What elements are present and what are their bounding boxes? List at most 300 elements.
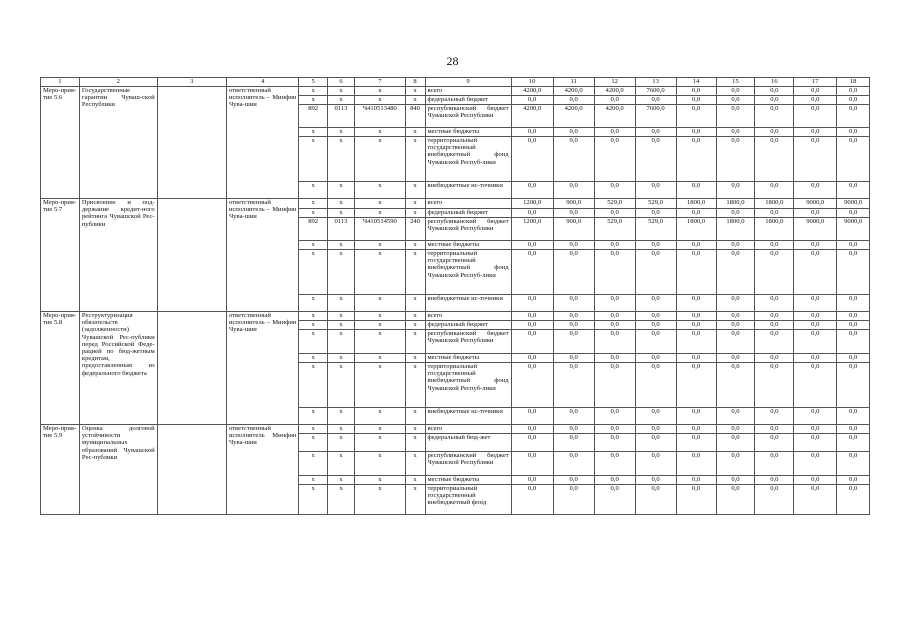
value-cell: 0,0 [794, 209, 837, 218]
gr-code-cell: x [299, 363, 327, 408]
funding-source-cell: республиканский бюджет Чувашской Республики [425, 452, 511, 476]
page-number: 28 [446, 54, 459, 68]
value-cell: 0,0 [676, 363, 716, 408]
value-cell: 0,0 [716, 137, 755, 182]
funding-source-cell: местные бюджеты [425, 476, 511, 485]
value-cell: 0,0 [755, 485, 794, 515]
target-code-cell: x [355, 425, 405, 434]
value-cell: 0,0 [676, 137, 716, 182]
value-cell: 0,0 [755, 182, 794, 199]
section-code-cell: x [327, 87, 354, 96]
value-cell: 0,0 [716, 363, 755, 408]
value-cell: 0,0 [716, 321, 755, 330]
value-cell: 0,0 [755, 295, 794, 312]
value-cell: 0,0 [837, 137, 870, 182]
value-cell: 0,0 [553, 96, 594, 105]
value-cell: 9000,0 [837, 199, 870, 209]
gr-code-cell: x [299, 330, 327, 354]
value-cell: 0,0 [716, 105, 755, 128]
value-cell: 0,0 [676, 295, 716, 312]
expense-code-cell: x [405, 363, 425, 408]
expense-code-cell: x [405, 485, 425, 515]
value-cell: 0,0 [755, 452, 794, 476]
gr-code-cell: x [299, 312, 327, 321]
gr-code-cell: x [299, 476, 327, 485]
value-cell: 0,0 [553, 354, 594, 363]
value-cell: 0,0 [837, 425, 870, 434]
value-cell: 1800,0 [716, 199, 755, 209]
value-cell: 0,0 [635, 330, 676, 354]
value-cell: 4200,0 [511, 105, 553, 128]
header-cell: 4 [226, 78, 298, 87]
section-code-cell: x [327, 295, 354, 312]
target-code-cell: x [355, 452, 405, 476]
value-cell: 0,0 [794, 312, 837, 321]
target-code-cell: x [355, 321, 405, 330]
value-cell: 0,0 [511, 363, 553, 408]
gr-code-cell: x [299, 321, 327, 330]
funding-source-cell: территориальный государственный внебюджетный фонд Чувашской Респуб-лики [425, 250, 511, 295]
value-cell: 0,0 [511, 425, 553, 434]
expense-code-cell: x [405, 209, 425, 218]
value-cell: 0,0 [794, 295, 837, 312]
activity-c1-cell: Меро-прия-тие 5.8 [41, 312, 80, 425]
header-cell: 15 [716, 78, 755, 87]
value-cell: 529,0 [594, 199, 635, 209]
header-cell: 10 [511, 78, 553, 87]
target-code-cell: x [355, 128, 405, 137]
header-cell: 18 [837, 78, 870, 87]
value-cell: 0,0 [716, 434, 755, 452]
value-cell: 0,0 [594, 241, 635, 250]
value-cell: 0,0 [794, 241, 837, 250]
expense-code-cell: x [405, 408, 425, 425]
header-cell: 12 [594, 78, 635, 87]
value-cell: 0,0 [635, 363, 676, 408]
activity-c4-cell: ответственный исполнитель Минфин Чува-шии [226, 425, 298, 515]
value-cell: 0,0 [716, 96, 755, 105]
value-cell: 4200,0 [594, 105, 635, 128]
header-cell: 8 [405, 78, 425, 87]
table-row [41, 87, 870, 96]
value-cell: 0,0 [511, 485, 553, 515]
value-cell: 0,0 [553, 425, 594, 434]
value-cell: 0,0 [676, 128, 716, 137]
value-cell: 0,0 [635, 295, 676, 312]
table-row [41, 312, 870, 321]
expense-code-cell: x [405, 330, 425, 354]
gr-code-cell: x [299, 250, 327, 295]
value-cell: 0,0 [794, 363, 837, 408]
value-cell: 0,0 [794, 476, 837, 485]
value-cell: 0,0 [594, 408, 635, 425]
funding-source-cell: федеральный бюджет [425, 96, 511, 105]
activity-c2-cell: Реструктуризация обязательств (задолженности) Чувашской Рес-публики перед Российской Феде-рацией по бюд-жетным кредитам, предоставленным из федерального бюджета [79, 312, 157, 425]
value-cell: 0,0 [594, 452, 635, 476]
value-cell: 0,0 [553, 476, 594, 485]
target-code-cell: x [355, 354, 405, 363]
value-cell: 0,0 [553, 312, 594, 321]
table-row [41, 199, 870, 209]
value-cell: 0,0 [755, 105, 794, 128]
section-code-cell: 0113 [327, 105, 354, 128]
value-cell: 529,0 [594, 218, 635, 241]
value-cell: 0,0 [635, 434, 676, 452]
funding-source-cell: территориальный государственный внебюджетный фонд Чувашской Респуб-лики [425, 137, 511, 182]
value-cell: 0,0 [511, 354, 553, 363]
gr-code-cell: 892 [299, 105, 327, 128]
section-code-cell: x [327, 434, 354, 452]
value-cell: 0,0 [676, 476, 716, 485]
value-cell: 0,0 [716, 241, 755, 250]
target-code-cell: x [355, 434, 405, 452]
value-cell: 0,0 [794, 96, 837, 105]
funding-source-cell: всего [425, 425, 511, 434]
value-cell: 0,0 [511, 241, 553, 250]
value-cell: 0,0 [553, 321, 594, 330]
value-cell: 0,0 [594, 182, 635, 199]
header-cell: 17 [794, 78, 837, 87]
target-code-cell: x [355, 87, 405, 96]
value-cell: 0,0 [635, 408, 676, 425]
value-cell: 0,0 [635, 476, 676, 485]
section-code-cell: x [327, 96, 354, 105]
value-cell: 0,0 [676, 87, 716, 96]
value-cell: 0,0 [594, 321, 635, 330]
value-cell: 0,0 [553, 128, 594, 137]
gr-code-cell: x [299, 425, 327, 434]
value-cell: 0,0 [594, 209, 635, 218]
expense-code-cell: x [405, 425, 425, 434]
funding-source-cell: внебюджетные ис-точники [425, 408, 511, 425]
value-cell: 0,0 [511, 476, 553, 485]
value-cell: 0,0 [837, 96, 870, 105]
value-cell: 0,0 [635, 209, 676, 218]
value-cell: 0,0 [716, 182, 755, 199]
gr-code-cell: x [299, 485, 327, 515]
value-cell: 0,0 [511, 250, 553, 295]
table-body [41, 78, 870, 515]
value-cell: 0,0 [635, 137, 676, 182]
value-cell: 0,0 [635, 182, 676, 199]
value-cell: 0,0 [553, 250, 594, 295]
funding-source-cell: местные бюджеты [425, 241, 511, 250]
value-cell: 1800,0 [755, 199, 794, 209]
funding-source-cell: всего [425, 312, 511, 321]
activity-c2-cell: Оценка долговой устойчивости муниципальных образований Чувашской Рес-публики [79, 425, 157, 515]
funding-source-cell: федеральный бюджет [425, 321, 511, 330]
section-code-cell: x [327, 241, 354, 250]
activity-c2-cell: Государственные гарантии Чуваш-ской Республики [79, 87, 157, 199]
value-cell: 0,0 [594, 137, 635, 182]
gr-code-cell: x [299, 128, 327, 137]
expense-code-cell: x [405, 137, 425, 182]
gr-code-cell: x [299, 87, 327, 96]
funding-source-cell: федеральный бюд-жет [425, 434, 511, 452]
section-code-cell: x [327, 199, 354, 209]
value-cell: 0,0 [553, 295, 594, 312]
header-cell: 9 [425, 78, 511, 87]
value-cell: 0,0 [676, 96, 716, 105]
section-code-cell: x [327, 182, 354, 199]
gr-code-cell: x [299, 182, 327, 199]
value-cell: 0,0 [837, 250, 870, 295]
value-cell: 0,0 [553, 182, 594, 199]
expense-code-cell: x [405, 250, 425, 295]
value-cell: 0,0 [635, 96, 676, 105]
funding-source-cell: республиканский бюджет Чувашской Республики [425, 218, 511, 241]
value-cell: 0,0 [553, 209, 594, 218]
target-code-cell: Ч410513480 [355, 105, 405, 128]
target-code-cell: x [355, 363, 405, 408]
section-code-cell: x [327, 408, 354, 425]
target-code-cell: x [355, 330, 405, 354]
value-cell: 0,0 [676, 408, 716, 425]
header-cell: 7 [355, 78, 405, 87]
section-code-cell: x [327, 312, 354, 321]
funding-source-cell: внебюджетные ис-точники [425, 182, 511, 199]
value-cell: 0,0 [676, 425, 716, 434]
value-cell: 0,0 [511, 137, 553, 182]
activity-c3-cell [157, 199, 226, 312]
value-cell: 0,0 [837, 330, 870, 354]
section-code-cell: x [327, 330, 354, 354]
value-cell: 0,0 [755, 363, 794, 408]
value-cell: 0,0 [635, 452, 676, 476]
value-cell: 0,0 [594, 295, 635, 312]
value-cell: 0,0 [755, 354, 794, 363]
gr-code-cell: 892 [299, 218, 327, 241]
value-cell: 0,0 [794, 425, 837, 434]
target-code-cell: x [355, 312, 405, 321]
value-cell: 0,0 [794, 105, 837, 128]
gr-code-cell: x [299, 209, 327, 218]
value-cell: 7600,0 [635, 105, 676, 128]
value-cell: 0,0 [755, 209, 794, 218]
target-code-cell: x [355, 182, 405, 199]
value-cell: 0,0 [676, 105, 716, 128]
target-code-cell: x [355, 137, 405, 182]
value-cell: 0,0 [594, 425, 635, 434]
section-code-cell: x [327, 476, 354, 485]
value-cell: 900,0 [553, 199, 594, 209]
value-cell: 0,0 [755, 87, 794, 96]
value-cell: 0,0 [755, 476, 794, 485]
expense-code-cell: x [405, 128, 425, 137]
value-cell: 0,0 [794, 250, 837, 295]
value-cell: 0,0 [594, 128, 635, 137]
activity-c3-cell [157, 312, 226, 425]
value-cell: 0,0 [594, 250, 635, 295]
value-cell: 0,0 [635, 241, 676, 250]
value-cell: 0,0 [676, 182, 716, 199]
activity-c3-cell [157, 87, 226, 199]
section-code-cell: x [327, 485, 354, 515]
value-cell: 0,0 [676, 321, 716, 330]
value-cell: 0,0 [755, 408, 794, 425]
expense-code-cell: x [405, 182, 425, 199]
value-cell: 1800,0 [716, 218, 755, 241]
value-cell: 0,0 [837, 434, 870, 452]
value-cell: 0,0 [716, 250, 755, 295]
section-code-cell: x [327, 128, 354, 137]
value-cell: 0,0 [511, 321, 553, 330]
value-cell: 0,0 [716, 295, 755, 312]
header-cell: 3 [157, 78, 226, 87]
target-code-cell: x [355, 408, 405, 425]
value-cell: 0,0 [594, 434, 635, 452]
expense-code-cell: 240 [405, 218, 425, 241]
activity-c4-cell: ответственный исполнитель – Минфин Чува-шии [226, 312, 298, 425]
value-cell: 0,0 [837, 312, 870, 321]
value-cell: 0,0 [837, 241, 870, 250]
value-cell: 0,0 [716, 452, 755, 476]
header-row [41, 78, 870, 87]
header-cell: 16 [755, 78, 794, 87]
header-cell: 14 [676, 78, 716, 87]
value-cell: 0,0 [794, 330, 837, 354]
expense-code-cell: x [405, 199, 425, 209]
value-cell: 0,0 [594, 96, 635, 105]
value-cell: 0,0 [511, 182, 553, 199]
funding-source-cell: местные бюджеты [425, 128, 511, 137]
value-cell: 0,0 [837, 354, 870, 363]
value-cell: 0,0 [794, 128, 837, 137]
activity-c4-cell: ответственный исполнитель – Минфин Чува-шии [226, 199, 298, 312]
value-cell: 0,0 [553, 434, 594, 452]
value-cell: 0,0 [794, 137, 837, 182]
header-cell: 2 [79, 78, 157, 87]
gr-code-cell: x [299, 241, 327, 250]
value-cell: 0,0 [676, 485, 716, 515]
header-cell: 1 [41, 78, 80, 87]
value-cell: 1200,0 [511, 218, 553, 241]
value-cell: 9000,0 [794, 218, 837, 241]
value-cell: 0,0 [511, 295, 553, 312]
value-cell: 0,0 [635, 321, 676, 330]
value-cell: 0,0 [716, 87, 755, 96]
value-cell: 0,0 [755, 321, 794, 330]
value-cell: 0,0 [511, 209, 553, 218]
gr-code-cell: x [299, 354, 327, 363]
expense-code-cell: x [405, 87, 425, 96]
value-cell: 0,0 [837, 105, 870, 128]
value-cell: 0,0 [553, 452, 594, 476]
value-cell: 0,0 [755, 312, 794, 321]
value-cell: 0,0 [635, 425, 676, 434]
value-cell: 0,0 [794, 87, 837, 96]
section-code-cell: x [327, 363, 354, 408]
value-cell: 0,0 [635, 312, 676, 321]
section-code-cell: x [327, 137, 354, 182]
value-cell: 0,0 [837, 295, 870, 312]
value-cell: 0,0 [837, 128, 870, 137]
value-cell: 0,0 [553, 137, 594, 182]
funding-source-cell: территориальный государственный внебюджетный фонд [425, 485, 511, 515]
target-code-cell: Ч410514590 [355, 218, 405, 241]
value-cell: 0,0 [594, 330, 635, 354]
expense-code-cell: x [405, 241, 425, 250]
gr-code-cell: x [299, 96, 327, 105]
value-cell: 0,0 [511, 452, 553, 476]
value-cell: 0,0 [635, 485, 676, 515]
section-code-cell: x [327, 250, 354, 295]
value-cell: 0,0 [716, 425, 755, 434]
expense-code-cell: x [405, 295, 425, 312]
section-code-cell: x [327, 321, 354, 330]
funding-source-cell: всего [425, 199, 511, 209]
funding-source-cell: местные бюджеты [425, 354, 511, 363]
funding-source-cell: республиканский бюджет Чувашской Республики [425, 105, 511, 128]
value-cell: 900,0 [553, 218, 594, 241]
value-cell: 0,0 [676, 312, 716, 321]
value-cell: 0,0 [716, 408, 755, 425]
value-cell: 0,0 [837, 452, 870, 476]
value-cell: 0,0 [716, 312, 755, 321]
value-cell: 1200,0 [511, 199, 553, 209]
gr-code-cell: x [299, 199, 327, 209]
value-cell: 0,0 [755, 137, 794, 182]
value-cell: 0,0 [511, 312, 553, 321]
value-cell: 0,0 [755, 128, 794, 137]
activity-c1-cell: Меро-прия-тие 5.7 [41, 199, 80, 312]
header-cell: 6 [327, 78, 354, 87]
value-cell: 0,0 [794, 321, 837, 330]
header-cell: 11 [553, 78, 594, 87]
value-cell: 0,0 [511, 330, 553, 354]
value-cell: 4200,0 [553, 105, 594, 128]
target-code-cell: x [355, 209, 405, 218]
value-cell: 4200,0 [553, 87, 594, 96]
value-cell: 4200,0 [511, 87, 553, 96]
expense-code-cell: 840 [405, 105, 425, 128]
value-cell: 0,0 [716, 330, 755, 354]
value-cell: 0,0 [553, 330, 594, 354]
target-code-cell: x [355, 96, 405, 105]
value-cell: 0,0 [594, 354, 635, 363]
gr-code-cell: x [299, 295, 327, 312]
activity-c1-cell: Меро-прия-тие 5.6 [41, 87, 80, 199]
value-cell: 0,0 [676, 452, 716, 476]
section-code-cell: 0113 [327, 218, 354, 241]
funding-source-cell: всего [425, 87, 511, 96]
value-cell: 9000,0 [794, 199, 837, 209]
value-cell: 0,0 [676, 330, 716, 354]
value-cell: 0,0 [837, 321, 870, 330]
value-cell: 4200,0 [594, 87, 635, 96]
value-cell: 1800,0 [755, 218, 794, 241]
value-cell: 1800,0 [676, 199, 716, 209]
value-cell: 0,0 [553, 363, 594, 408]
target-code-cell: x [355, 241, 405, 250]
expense-code-cell: x [405, 321, 425, 330]
section-code-cell: x [327, 209, 354, 218]
value-cell: 529,0 [635, 199, 676, 209]
value-cell: 0,0 [837, 408, 870, 425]
value-cell: 0,0 [635, 354, 676, 363]
value-cell: 0,0 [676, 434, 716, 452]
value-cell: 0,0 [755, 330, 794, 354]
value-cell: 0,0 [716, 128, 755, 137]
value-cell: 0,0 [755, 96, 794, 105]
value-cell: 0,0 [794, 182, 837, 199]
value-cell: 0,0 [553, 408, 594, 425]
value-cell: 0,0 [676, 250, 716, 295]
value-cell: 0,0 [594, 363, 635, 408]
target-code-cell: x [355, 476, 405, 485]
funding-source-cell: внебюджетные ис-точники [425, 295, 511, 312]
value-cell: 0,0 [837, 476, 870, 485]
